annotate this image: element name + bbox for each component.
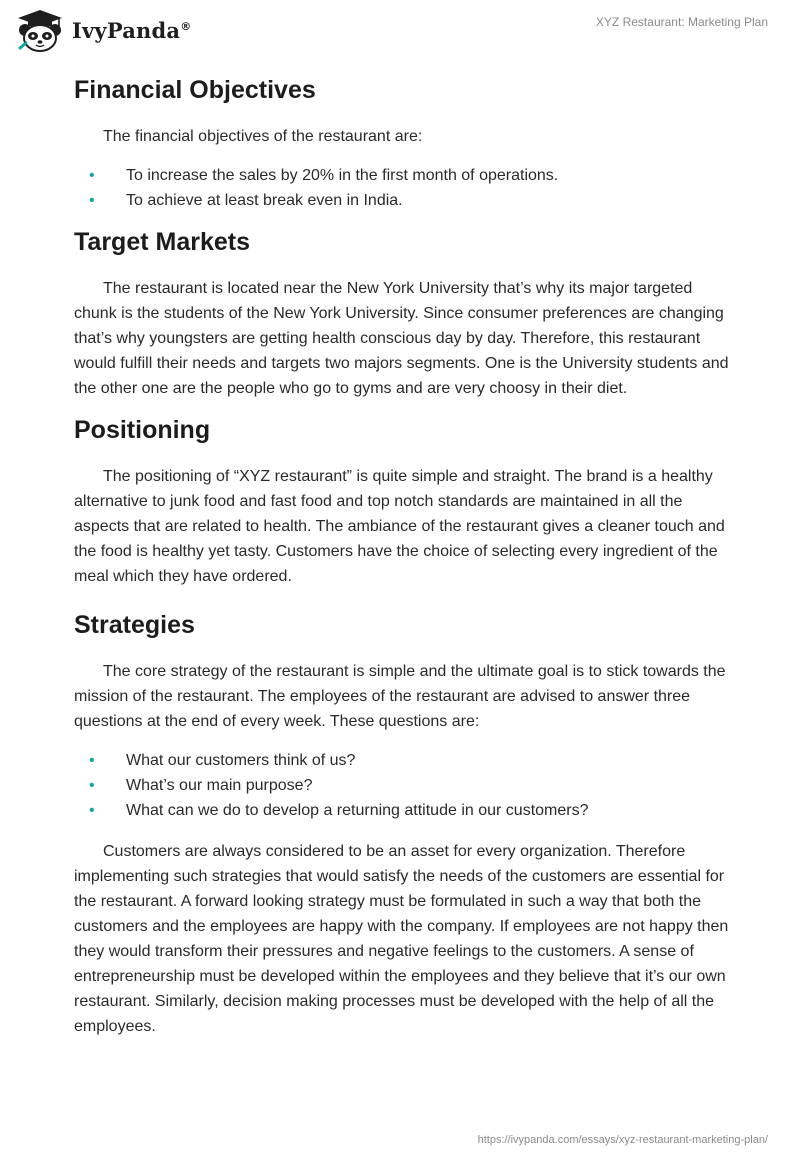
section-heading: Positioning [74,416,211,444]
list-item: • To achieve at least break even in India. [74,188,734,213]
bullet-icon: • [89,167,95,184]
paragraph: The core strategy of the restaurant is simple and the ultimate goal is to stick towards the mission of the restaurant. The employees of the restaurant are advised to answer three questions at the end of every week. These questions are: [74,663,726,730]
section-strategies [74,607,734,1039]
ivypanda-logo[interactable] [14,8,191,52]
bullet-icon: • [89,192,95,209]
section-financial-objectives [74,72,734,213]
paragraph: The positioning of “XYZ restaurant” is quite simple and straight. The brand is a healthy alternative to junk food and fast food and top notch standards are maintained in all the aspects that are related to health. The ambiance of the restaurant gives a cleaner touch and the food is healthy yet tasty. Customers have the choice of selecting every ingredient of the meal which they have ordered. [74,468,725,585]
bullet-icon: • [89,752,95,769]
document-title: XYZ Restaurant: Marketing Plan [595,15,768,29]
list-item: • What’s our main purpose? [74,773,734,798]
list-item: • What can we do to develop a returning attitude in our customers? [74,798,734,823]
registered-mark: ® [180,19,192,33]
section-positioning [74,412,734,589]
paragraph: The financial objectives of the restaurant are: [103,128,423,145]
bullet-list [74,163,734,213]
section-heading: Target Markets [74,228,250,256]
list-item: • To increase the sales by 20% in the first month of operations. [74,163,734,188]
section-target-markets [74,224,734,401]
source-url[interactable]: https://ivypanda.com/essays/xyz-restaurant-marketing-plan/ [477,1134,768,1146]
section-heading: Strategies [74,611,195,639]
bullet-list [74,748,734,823]
paragraph: Customers are always considered to be an asset for every organization. Therefore implementing such strategies that would satisfy the needs of the customers are essential for the restaurant. A forward looking strategy must be formulated in such a way that both the customers and the employees are happy with the company. If employees are not happy then they would transform their pressures and negative feelings to the customers. A sense of entrepreneurship must be developed within the employees and they believe that it’s our own restaurant. Similarly, decision making processes must be developed with the help of all the employees. [74,843,729,1035]
bullet-icon: • [89,802,95,819]
bullet-icon: • [89,777,95,794]
essay-content [74,70,734,1039]
list-item: • What our customers think of us? [74,748,734,773]
paragraph: The restaurant is located near the New York University that’s why its major targeted chunk is the students of the New York University. Since consumer preferences are changing that’s why youngsters are getting health conscious day by day. Therefore, this restaurant would fulfill their needs and targets two majors segments. One is the University students and the other one are the people who go to gyms and are very choosy in their diet. [74,280,729,397]
section-heading: Financial Objectives [74,76,316,104]
logo-text: IvyPanda® [72,17,192,43]
panda-graduate-icon [14,8,66,52]
page-header [0,0,800,64]
